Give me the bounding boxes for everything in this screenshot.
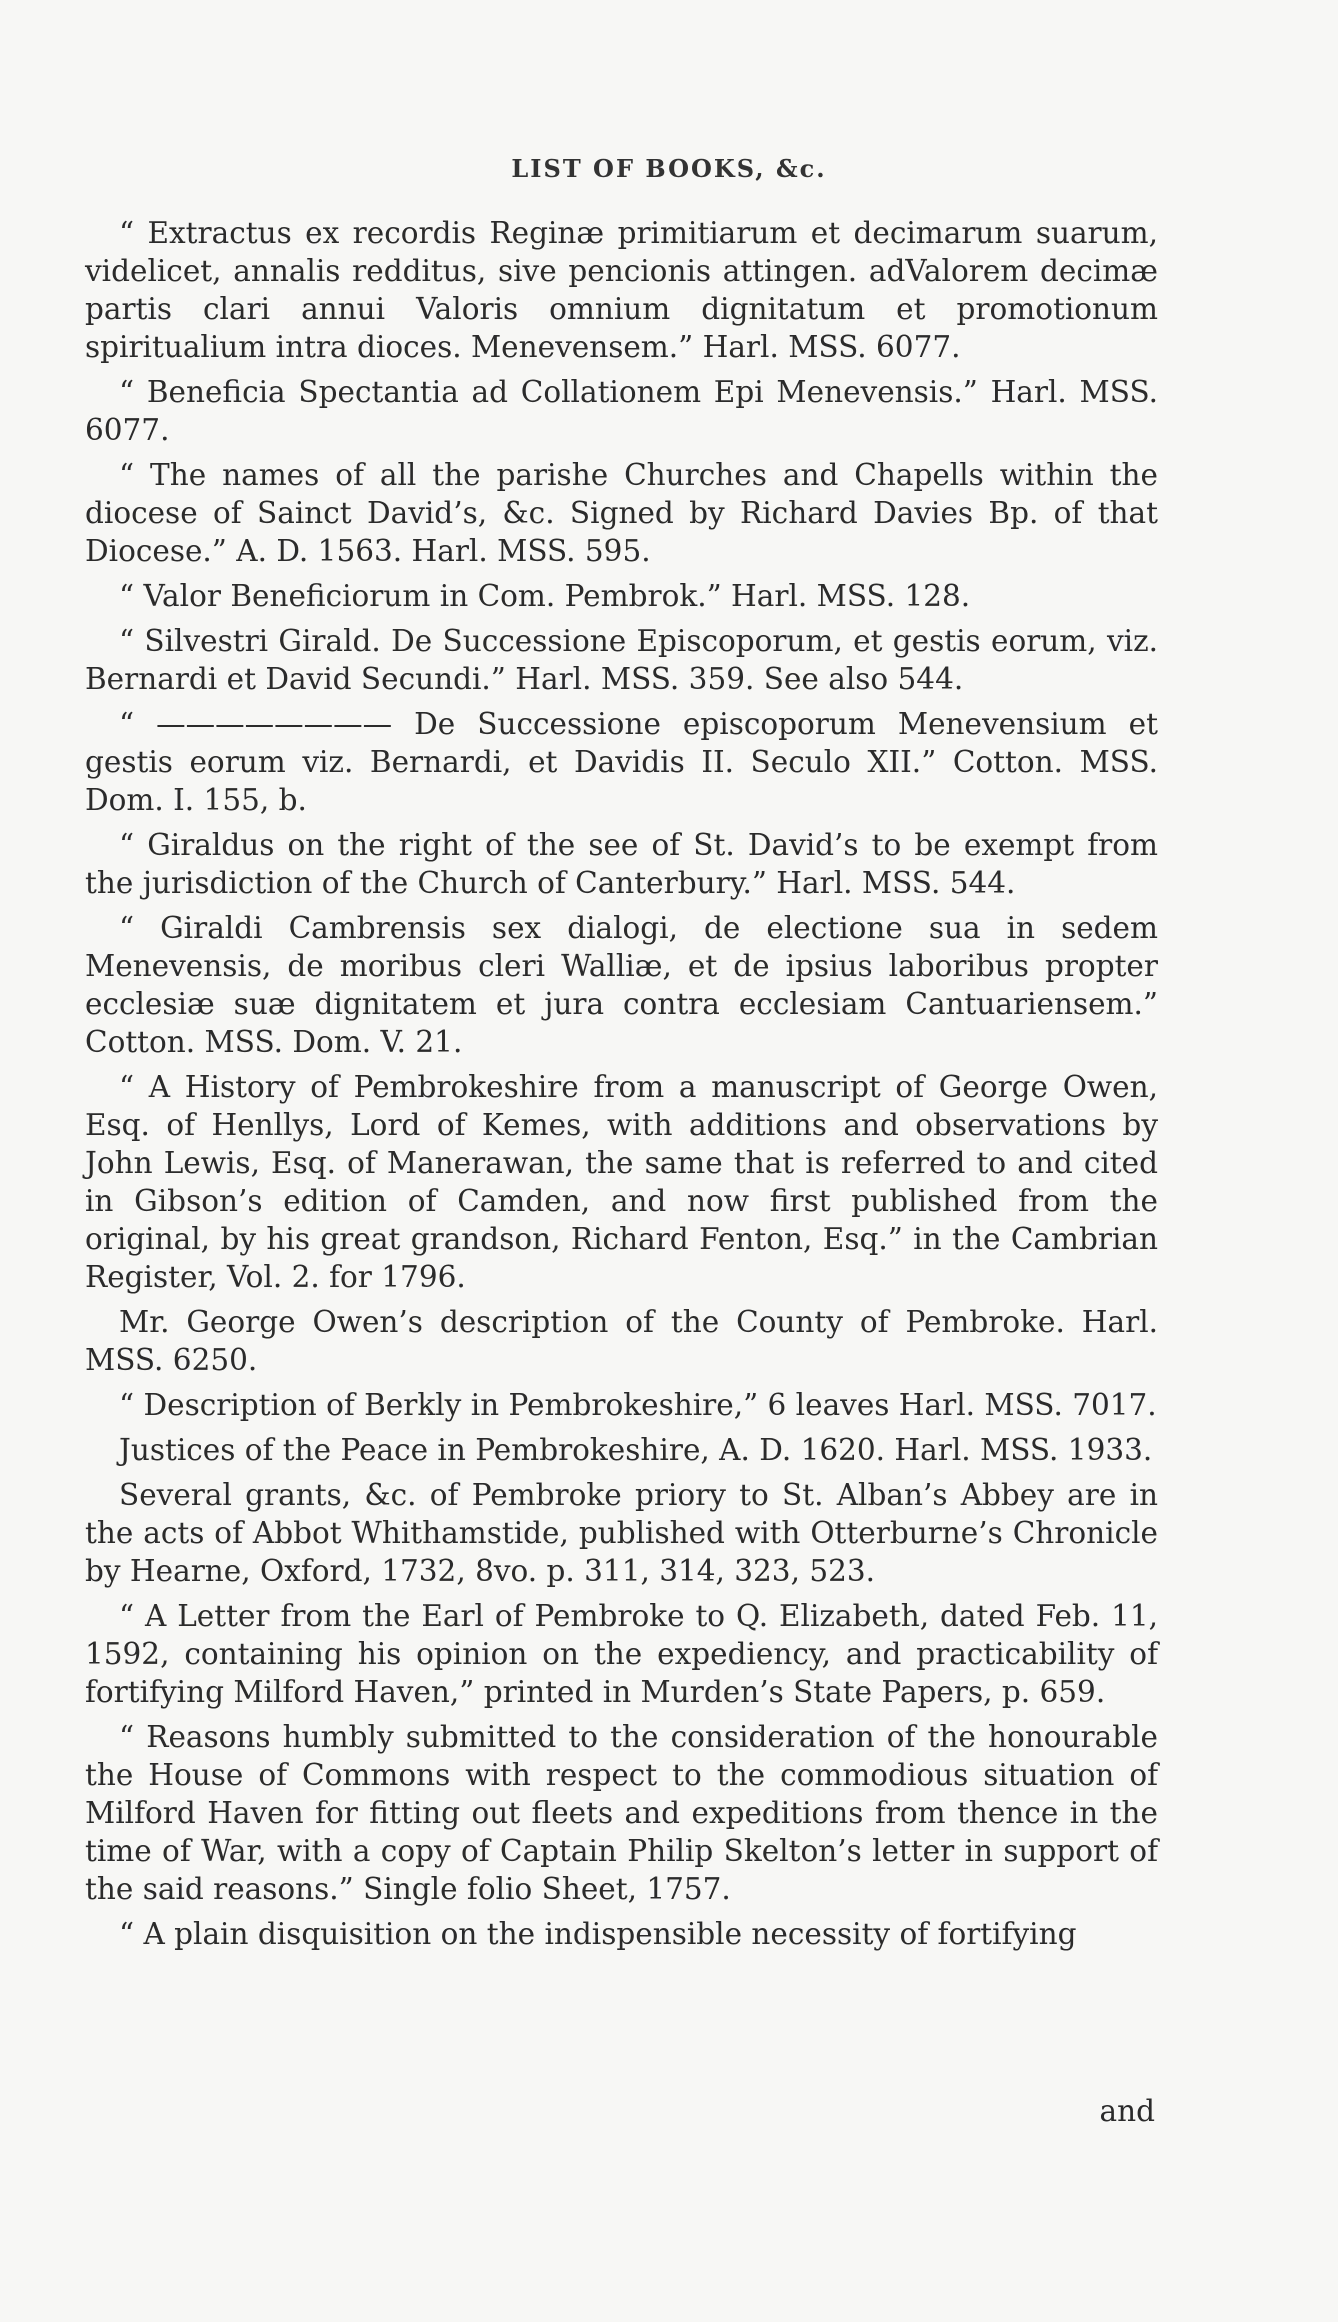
- bibliography-entry: Mr. George Owen’s description of the County of Pembroke. Harl. MSS. 6250.: [85, 1305, 1158, 1377]
- catchword: and: [1099, 2094, 1155, 2128]
- bibliography-entry: Justices of the Peace in Pembrokeshire, A. D. 1620. Harl. MSS. 1933.: [119, 1433, 1153, 1467]
- bibliography-entry: “ The names of all the parishe Churches and Chapells within the diocese of Sainct David’s, &c. Signed by Richard Davies Bp. of that Diocese.” A. D. 1563. Harl. MSS. 595.: [85, 458, 1158, 568]
- bibliography-entry: “ Valor Beneficiorum in Com. Pembrok.” Harl. MSS. 128.: [119, 579, 971, 613]
- bibliography-entry: “ Giraldus on the right of the see of St. David’s to be exempt from the jurisdiction of the Church of Canterbury.” Harl. MSS. 544.: [85, 828, 1158, 900]
- bibliography-entry: “ Giraldi Cambrensis sex dialogi, de electione sua in sedem Menevensis, de moribus cleri Walliæ, et de ipsius laboribus propter ecclesiæ suæ dignitatem et jura contra ecclesiam Cantuariensem.” Cotton. MSS. Dom. V. 21.: [85, 911, 1158, 1059]
- bibliography-entry: “ A plain disquisition on the indispensible necessity of fortifying: [119, 1917, 1077, 1951]
- bibliography-entry: “ Extractus ex recordis Reginæ primitiarum et decimarum suarum, videlicet, annalis redditus, sive pencionis attingen. adValorem decimæ partis clari annui Valoris omnium dignitatum et promotionum spiritualium intra dioces. Menevensem.” Harl. MSS. 6077.: [85, 216, 1158, 364]
- bibliography-entry: Several grants, &c. of Pembroke priory to St. Alban’s Abbey are in the acts of Abbot Whithamstide, published with Otterburne’s Chronicle by Hearne, Oxford, 1732, 8vo. p. 311, 314, 323, 523.: [85, 1478, 1158, 1588]
- bibliography-entry: “ ———————— De Successione episcoporum Menevensium et gestis eorum viz. Bernardi, et Davidis II. Seculo XII.” Cotton. MSS. Dom. I. 155, b.: [85, 707, 1158, 817]
- bibliography-entry: “ Description of Berkly in Pembrokeshire,” 6 leaves Harl. MSS. 7017.: [119, 1388, 1157, 1422]
- running-head: LIST OF BOOKS, &c.: [511, 154, 827, 183]
- bibliography-entry: “ A Letter from the Earl of Pembroke to Q. Elizabeth, dated Feb. 11, 1592, containing his opinion on the expediency, and practicability of fortifying Milford Haven,” printed in Murden’s State Papers, p. 659.: [85, 1599, 1158, 1709]
- bibliography-entry: “ Beneficia Spectantia ad Collationem Epi Menevensis.” Harl. MSS. 6077.: [85, 375, 1158, 447]
- bibliography-list: [85, 214, 1158, 1960]
- bibliography-entry: “ Reasons humbly submitted to the consideration of the honourable the House of Commons with respect to the commodious situation of Milford Haven for fitting out fleets and expeditions from thence in the time of War, with a copy of Captain Philip Skelton’s letter in support of the said reasons.” Single folio Sheet, 1757.: [85, 1720, 1158, 1906]
- bibliography-entry: “ Silvestri Girald. De Successione Episcoporum, et gestis eorum, viz. Bernardi et David Secundi.” Harl. MSS. 359. See also 544.: [85, 624, 1158, 696]
- bibliography-entry: “ A History of Pembrokeshire from a manuscript of George Owen, Esq. of Henllys, Lord of Kemes, with additions and observations by John Lewis, Esq. of Manerawan, the same that is referred to and cited in Gibson’s edition of Camden, and now first published from the original, by his great grandson, Richard Fenton, Esq.” in the Cambrian Register, Vol. 2. for 1796.: [85, 1070, 1158, 1294]
